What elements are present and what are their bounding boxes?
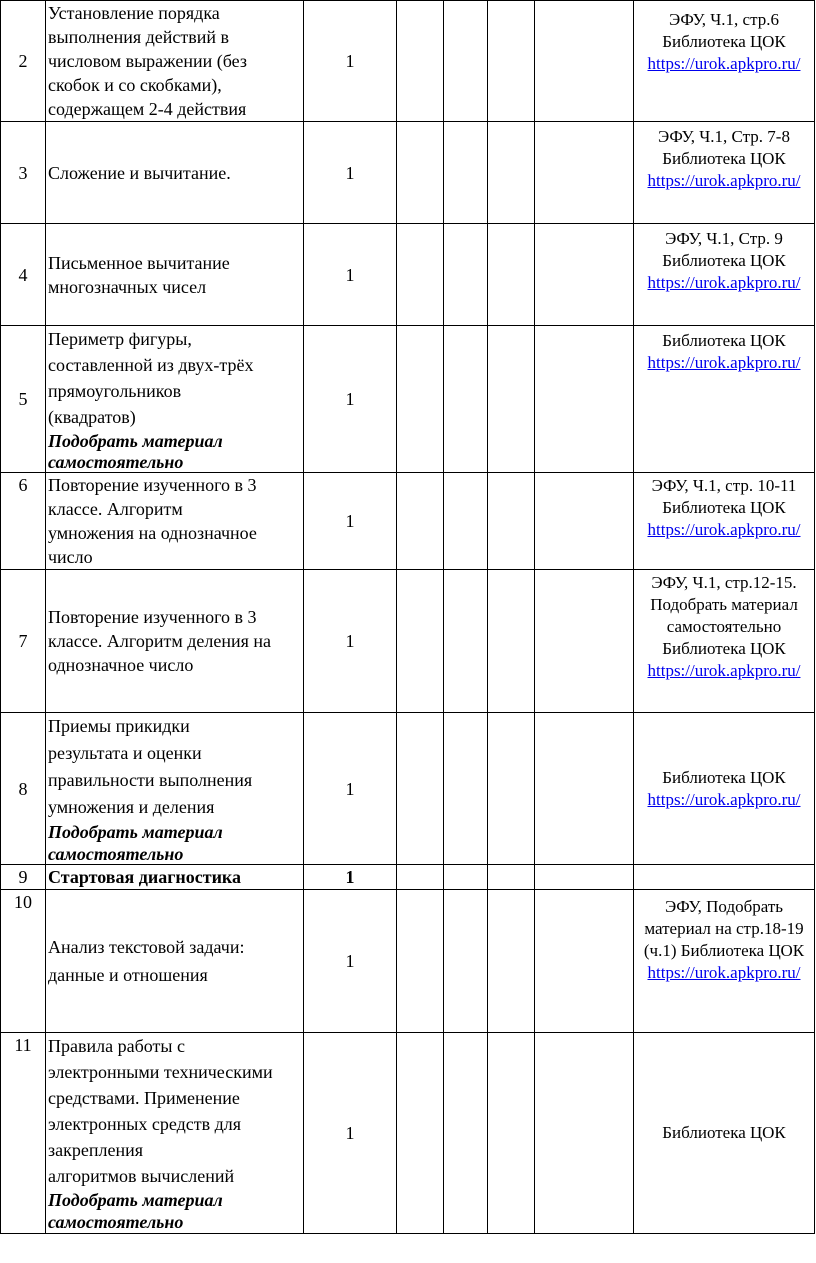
resources-cell: ЭФУ, Ч.1, стр.12-15. Подобрать материал самостоятельно Библиотека ЦОК https://urok.apkpro.ru/ (634, 570, 815, 713)
empty-cell (634, 865, 815, 890)
hours-cell: 1 (304, 473, 397, 570)
empty-cell (444, 570, 488, 713)
self-select-note: самостоятельно (48, 1212, 184, 1232)
lesson-topic: Повторение изученного в 3 классе. Алгоритм деления на однозначное число (46, 570, 304, 713)
self-select-note: Подобрать материал (48, 431, 223, 451)
hours-cell: 1 (304, 1033, 397, 1234)
empty-cell (535, 1033, 634, 1234)
empty-cell (397, 890, 444, 1033)
hours-cell: 1 (304, 890, 397, 1033)
empty-cell (488, 1033, 535, 1234)
empty-cell (535, 1, 634, 122)
hours-cell: 1 (304, 224, 397, 326)
empty-cell (535, 890, 634, 1033)
row-number: 7 (1, 570, 46, 713)
self-select-note: самостоятельно (48, 452, 184, 472)
empty-cell (535, 865, 634, 890)
resources-cell: ЭФУ, Подобрать материал на стр.18-19 (ч.1) Библиотека ЦОК https://urok.apkpro.ru/ (634, 890, 815, 1033)
table-row (1, 1033, 815, 1234)
empty-cell (444, 865, 488, 890)
empty-cell (488, 1, 535, 122)
row-number: 10 (1, 890, 46, 1033)
empty-cell (397, 326, 444, 473)
resources-cell: ЭФУ, Ч.1, стр.6 Библиотека ЦОК https://urok.apkpro.ru/ (634, 1, 815, 122)
empty-cell (444, 1, 488, 122)
lesson-topic: Правила работы с электронными техническими средствами. Применение электронных средств для закрепления алгоритмов вычислений Подобрать материал самостоятельно (46, 1033, 304, 1234)
empty-cell (535, 122, 634, 224)
self-select-note: самостоятельно (48, 844, 184, 864)
empty-cell (444, 713, 488, 865)
empty-cell (488, 473, 535, 570)
row-number: 3 (1, 122, 46, 224)
row-number: 6 (1, 473, 46, 570)
empty-cell (444, 326, 488, 473)
resource-link[interactable]: https://urok.apkpro.ru/ (647, 353, 801, 372)
empty-cell (397, 473, 444, 570)
lesson-topic: Сложение и вычитание. (46, 122, 304, 224)
empty-cell (444, 122, 488, 224)
lesson-topic: Установление порядка выполнения действий в числовом выражении (без скобок и со скобками), содержащем 2-4 действия (46, 1, 304, 122)
empty-cell (488, 890, 535, 1033)
empty-cell (488, 326, 535, 473)
row-number: 4 (1, 224, 46, 326)
row-number: 5 (1, 326, 46, 473)
empty-cell (397, 1033, 444, 1234)
resource-link[interactable]: https://urok.apkpro.ru/ (647, 171, 801, 190)
empty-cell (535, 570, 634, 713)
resources-cell: Библиотека ЦОК https://urok.apkpro.ru/ (634, 713, 815, 865)
empty-cell (535, 326, 634, 473)
table-row (1, 713, 815, 865)
empty-cell (488, 713, 535, 865)
row-number: 11 (1, 1033, 46, 1234)
row-number: 8 (1, 713, 46, 865)
hours-cell: 1 (304, 865, 397, 890)
empty-cell (488, 865, 535, 890)
hours-cell: 1 (304, 1, 397, 122)
empty-cell (444, 473, 488, 570)
hours-cell: 1 (304, 326, 397, 473)
row-number: 9 (1, 865, 46, 890)
hours-cell: 1 (304, 713, 397, 865)
resource-link[interactable]: https://urok.apkpro.ru/ (647, 661, 801, 680)
lesson-topic: Приемы прикидки результата и оценки правильности выполнения умножения и деления Подобрать материал самостоятельно (46, 713, 304, 865)
lesson-topic: Анализ текстовой задачи: данные и отношения (46, 890, 304, 1033)
empty-cell (535, 713, 634, 865)
resources-cell: Библиотека ЦОК https://urok.apkpro.ru/ (634, 326, 815, 473)
resource-link[interactable]: https://urok.apkpro.ru/ (647, 273, 801, 292)
empty-cell (488, 224, 535, 326)
empty-cell (444, 1033, 488, 1234)
empty-cell (397, 224, 444, 326)
empty-cell (488, 570, 535, 713)
empty-cell (535, 473, 634, 570)
empty-cell (397, 570, 444, 713)
hours-cell: 1 (304, 570, 397, 713)
resources-cell: Библиотека ЦОК (634, 1033, 815, 1234)
table-row (1, 1, 815, 122)
resource-link[interactable]: https://urok.apkpro.ru/ (647, 54, 801, 73)
empty-cell (444, 890, 488, 1033)
self-select-note: Подобрать материал (48, 822, 223, 842)
empty-cell (397, 1, 444, 122)
table-row (1, 890, 815, 1033)
table-row (1, 326, 815, 473)
lesson-topic: Стартовая диагностика (46, 865, 304, 890)
empty-cell (535, 224, 634, 326)
empty-cell (397, 865, 444, 890)
row-number: 2 (1, 1, 46, 122)
empty-cell (397, 122, 444, 224)
table-row (1, 865, 815, 890)
empty-cell (397, 713, 444, 865)
resource-link[interactable]: https://urok.apkpro.ru/ (647, 789, 801, 809)
lesson-topic: Периметр фигуры, составленной из двух-трёх прямоугольников (квадратов) Подобрать материал самостоятельно (46, 326, 304, 473)
empty-cell (488, 122, 535, 224)
table-row (1, 224, 815, 326)
resource-link[interactable]: https://urok.apkpro.ru/ (647, 520, 801, 539)
lesson-topic: Повторение изученного в 3 классе. Алгоритм умножения на однозначное число (46, 473, 304, 570)
table-row (1, 473, 815, 570)
self-select-note: Подобрать материал (48, 1190, 223, 1210)
table-row (1, 122, 815, 224)
resources-cell: ЭФУ, Ч.1, стр. 10-11 Библиотека ЦОК https://urok.apkpro.ru/ (634, 473, 815, 570)
resources-cell: ЭФУ, Ч.1, Стр. 7-8 Библиотека ЦОК https://urok.apkpro.ru/ (634, 122, 815, 224)
hours-cell: 1 (304, 122, 397, 224)
resource-link[interactable]: https://urok.apkpro.ru/ (647, 963, 801, 982)
resources-cell: ЭФУ, Ч.1, Стр. 9 Библиотека ЦОК https://urok.apkpro.ru/ (634, 224, 815, 326)
empty-cell (444, 224, 488, 326)
table-row (1, 570, 815, 713)
lesson-topic: Письменное вычитание многозначных чисел (46, 224, 304, 326)
